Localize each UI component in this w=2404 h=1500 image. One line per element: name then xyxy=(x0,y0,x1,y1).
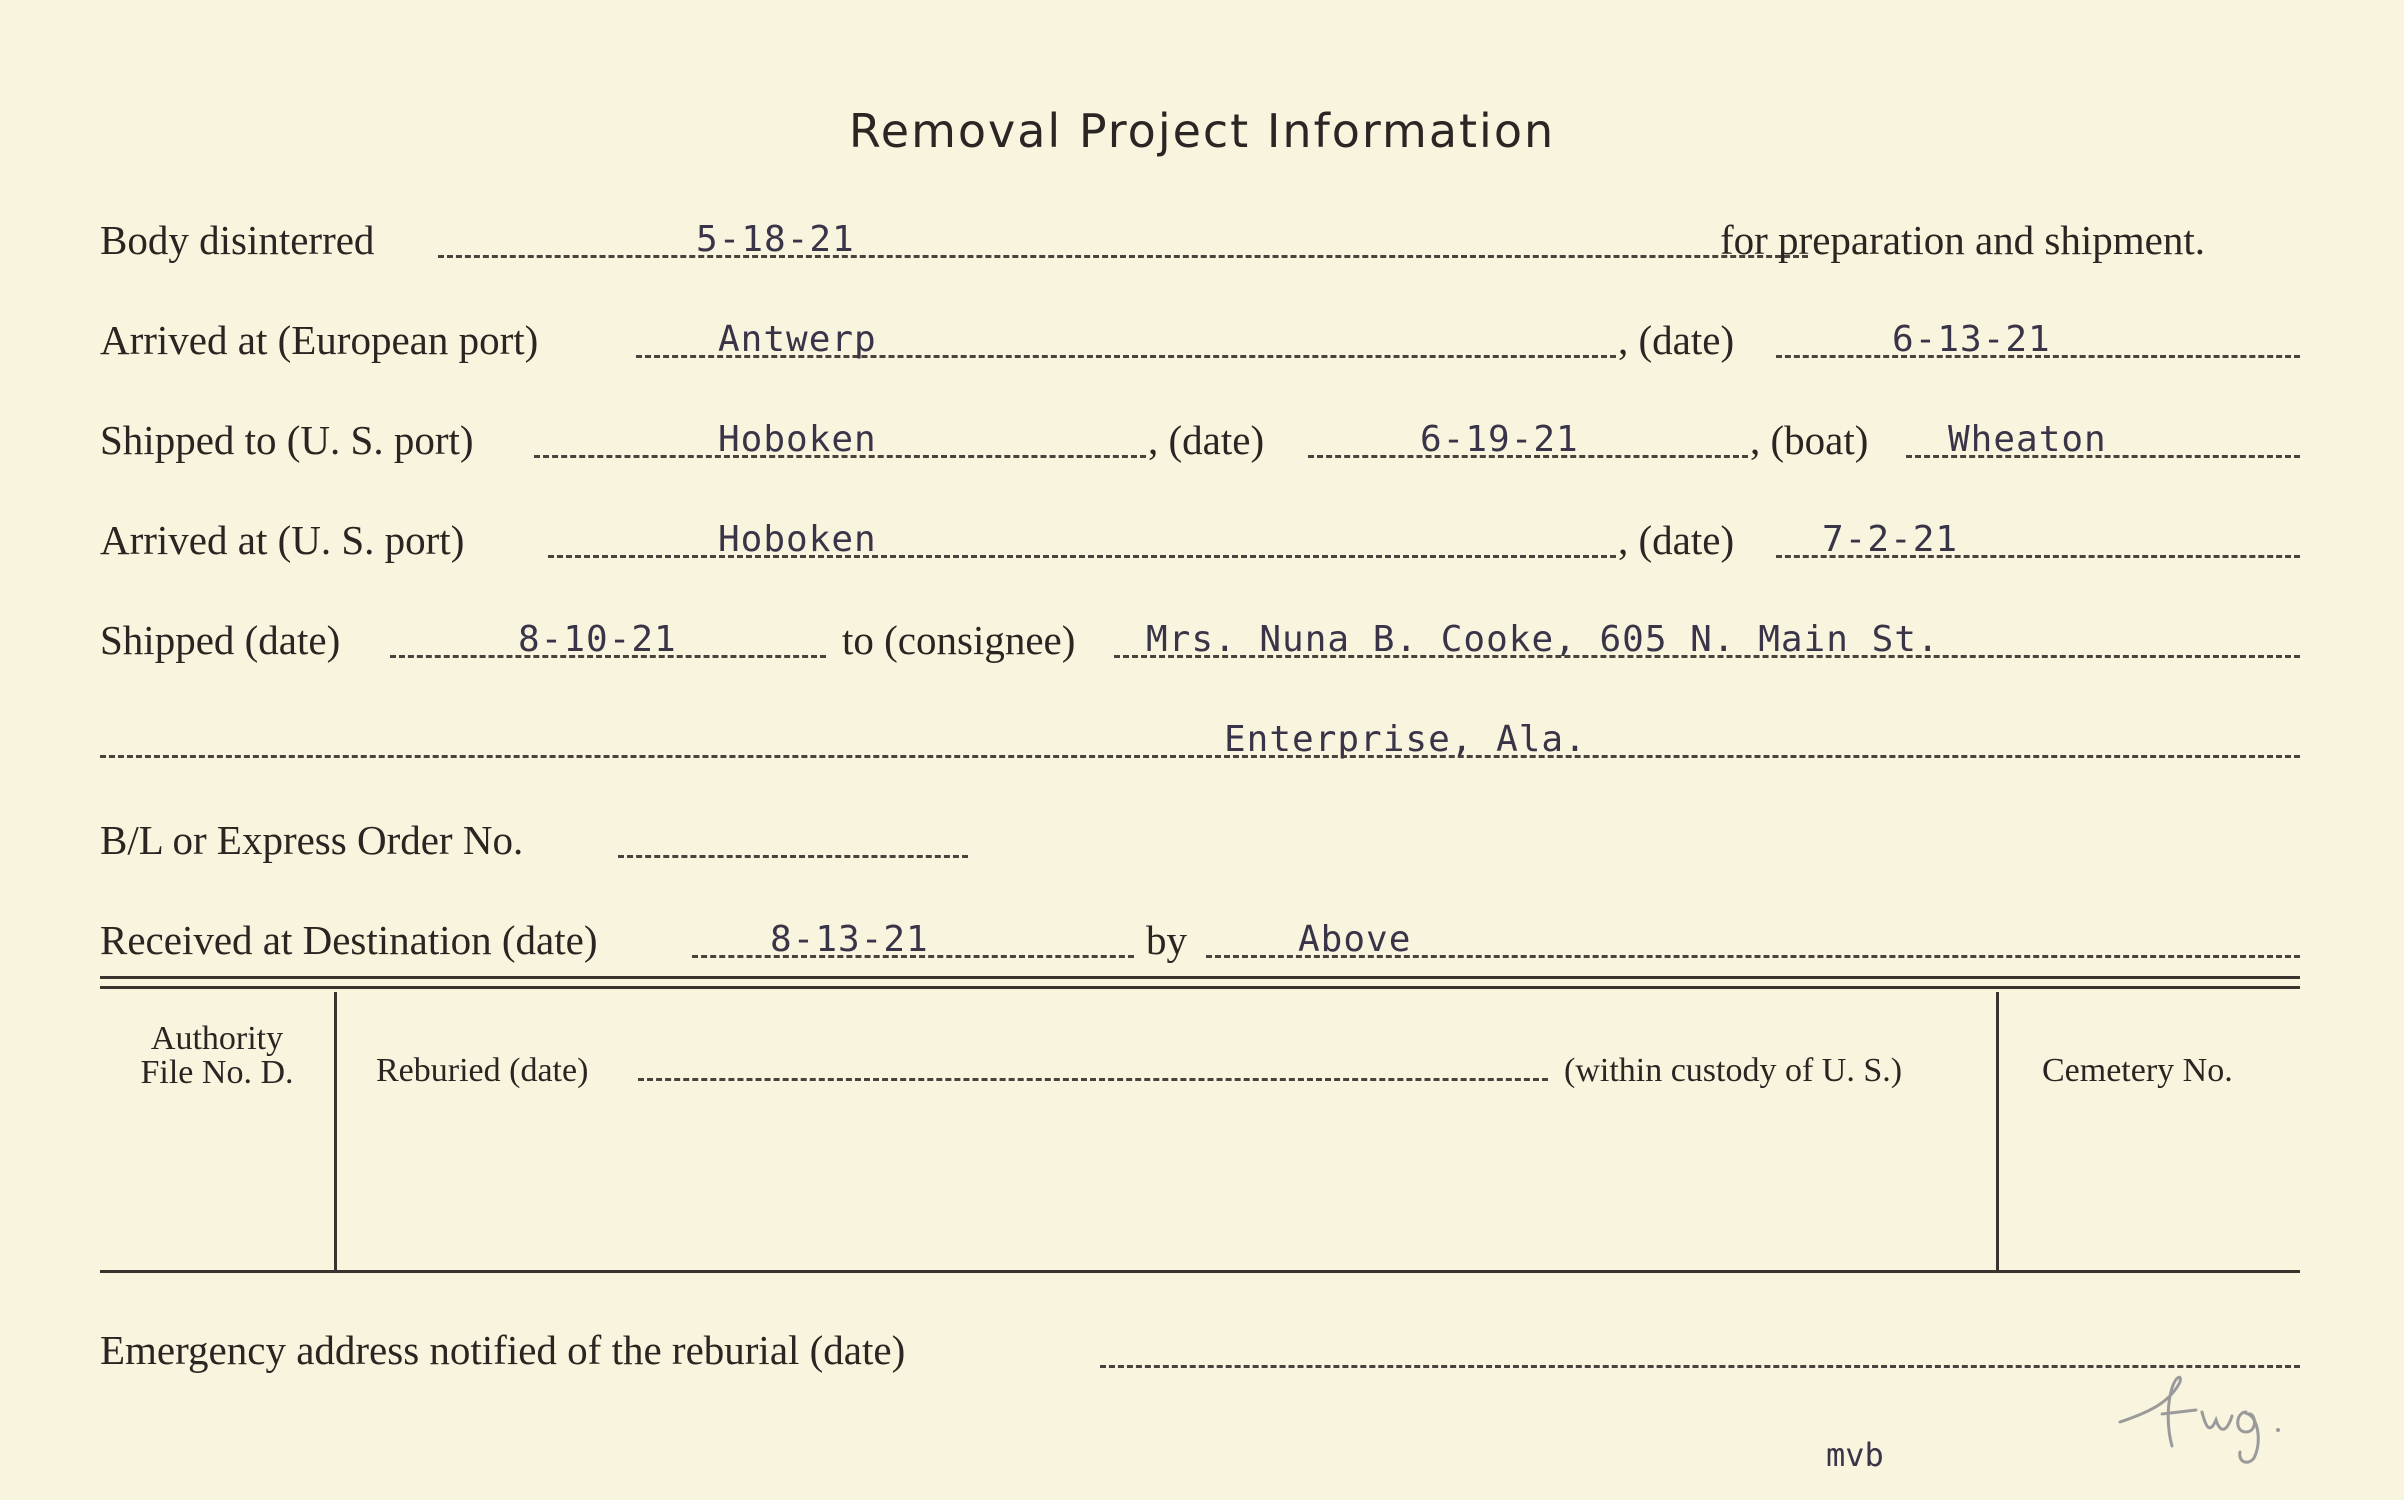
arrived-us-label: Arrived at (U. S. port) xyxy=(100,517,465,563)
shipped-us-boat[interactable]: Wheaton xyxy=(1948,419,2107,460)
shipped-us-port[interactable]: Hoboken xyxy=(718,419,877,460)
table-top-rule-2 xyxy=(100,986,2300,989)
form-title xyxy=(0,104,2404,158)
row-bl xyxy=(100,810,2300,870)
row-arrived-europe xyxy=(100,310,2300,370)
shipped-consignee-label: to (consignee) xyxy=(842,617,1076,663)
shipped-us-date[interactable]: 6-19-21 xyxy=(1420,419,1579,460)
bl-label: B/L or Express Order No. xyxy=(100,817,524,863)
arrived-us-line xyxy=(548,555,1616,558)
arrived-europe-date[interactable]: 6-13-21 xyxy=(1892,319,2051,360)
reburied-line xyxy=(638,1078,1548,1081)
table-bottom-rule xyxy=(100,1270,2300,1273)
received-by[interactable]: Above xyxy=(1298,919,1412,960)
arrived-us-date-label: , (date) xyxy=(1618,517,1735,563)
bl-line xyxy=(618,855,968,858)
authority-label: Authority xyxy=(150,1020,284,1057)
authority-cell xyxy=(104,1022,330,1090)
row-arrived-us xyxy=(100,510,2300,570)
disinterred-date[interactable]: 5-18-21 xyxy=(696,219,855,260)
arrived-europe-port[interactable]: Antwerp xyxy=(718,319,877,360)
table-top-rule-1 xyxy=(100,976,2300,979)
shipped-us-boat-label: , (boat) xyxy=(1750,417,1869,463)
reburied-label: Reburied (date) xyxy=(376,1052,589,1089)
disinterred-label: Body disinterred xyxy=(100,217,375,263)
clerk-initials: mvb xyxy=(1826,1436,1884,1474)
table-divider-left xyxy=(334,992,337,1272)
row-emergency xyxy=(100,1320,2300,1380)
disinterred-suffix: for preparation and shipment. xyxy=(1720,217,2206,263)
address-cont-line xyxy=(100,755,2300,758)
shipped-us-date-label: , (date) xyxy=(1148,417,1265,463)
address-cont[interactable]: Enterprise, Ala. xyxy=(1224,719,1587,760)
cemetery-label: Cemetery No. xyxy=(2042,1052,2233,1089)
disinterred-line xyxy=(438,255,1808,258)
shipped-label: Shipped (date) xyxy=(100,617,341,663)
arrived-europe-date-label: , (date) xyxy=(1618,317,1735,363)
file-no-label: File No. D. xyxy=(140,1054,294,1091)
row-received xyxy=(100,910,2300,970)
received-label: Received at Destination (date) xyxy=(100,917,598,963)
form-title-text: Removal Project Information xyxy=(848,104,1556,158)
row-shipped-us xyxy=(100,410,2300,470)
row-address-cont xyxy=(100,710,2300,770)
arrived-us-port[interactable]: Hoboken xyxy=(718,519,877,560)
handwritten-initials-icon xyxy=(2110,1362,2350,1472)
received-date[interactable]: 8-13-21 xyxy=(770,919,929,960)
arrived-europe-label: Arrived at (European port) xyxy=(100,317,539,363)
custody-label: (within custody of U. S.) xyxy=(1564,1052,1903,1089)
shipped-us-label: Shipped to (U. S. port) xyxy=(100,417,474,463)
row-disinterred xyxy=(100,210,2300,270)
shipped-date[interactable]: 8-10-21 xyxy=(518,619,677,660)
emergency-label: Emergency address notified of the reburial (date) xyxy=(100,1327,906,1373)
table-divider-right xyxy=(1996,992,1999,1272)
arrived-us-date[interactable]: 7-2-21 xyxy=(1822,519,1959,560)
row-shipped xyxy=(100,610,2300,670)
received-by-label: by xyxy=(1146,917,1187,963)
shipped-consignee[interactable]: Mrs. Nuna B. Cooke, 605 N. Main St. xyxy=(1146,619,1940,660)
